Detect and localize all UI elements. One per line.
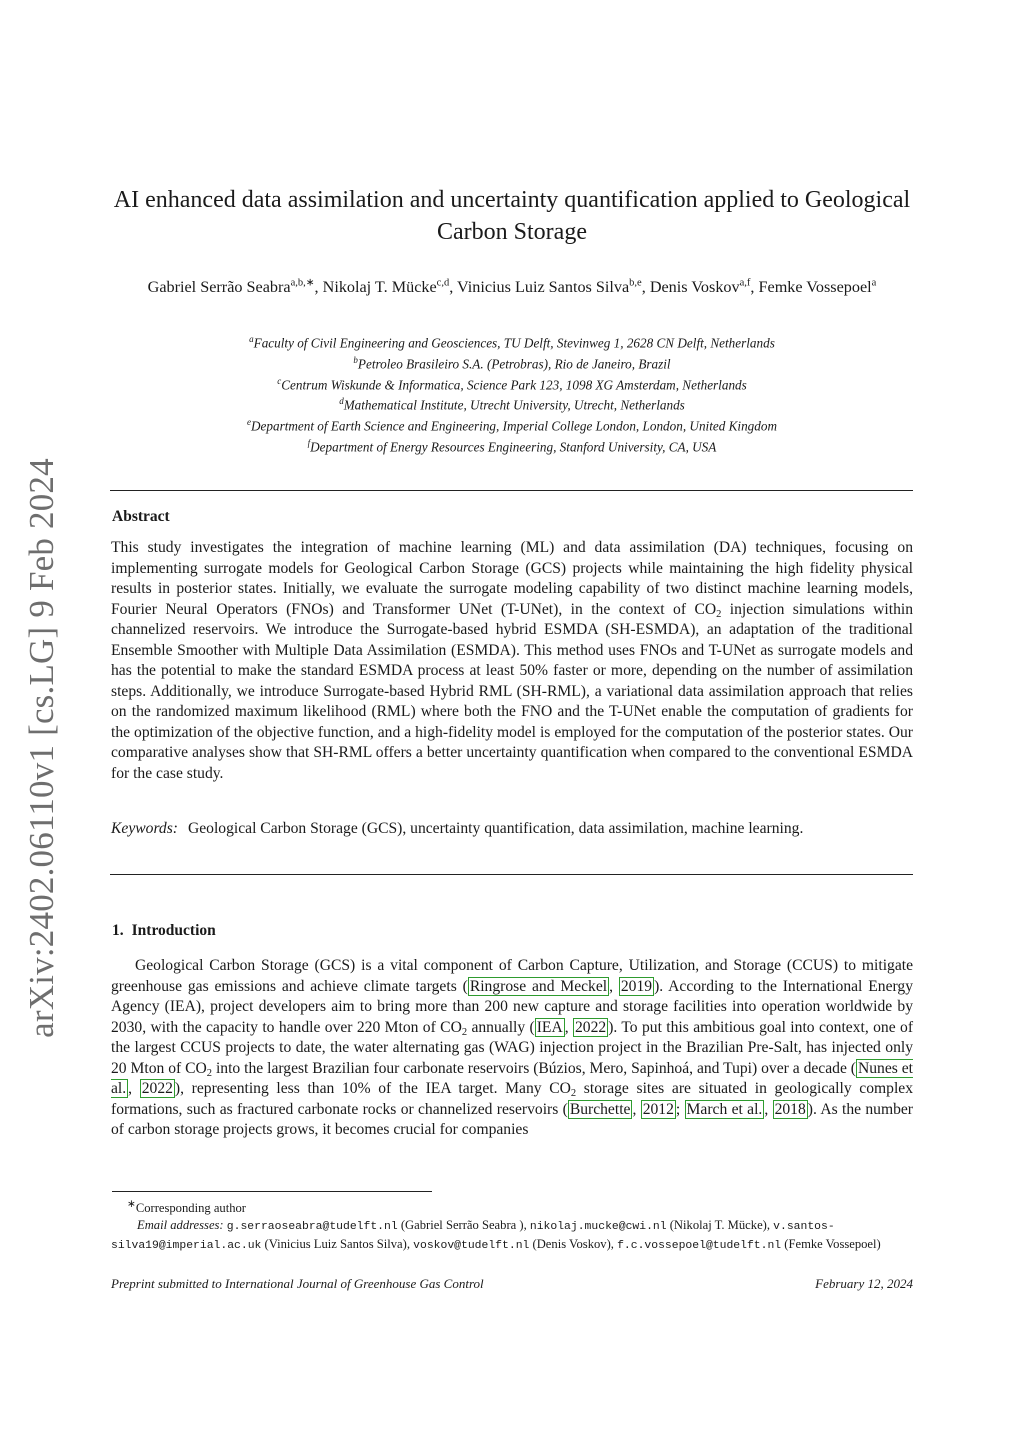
citation-link[interactable]: Nunes et al. <box>111 1059 914 1097</box>
citation-link[interactable]: Burchette <box>569 1100 631 1118</box>
citation-link[interactable]: March et al. <box>686 1100 763 1118</box>
author: Gabriel Serrão Seabra$^{a,b,∗}$, <box>147 278 323 297</box>
abstract-body: This study investigates the integration of machine learning (ML) and data assimilation (DA) techniques, focusing on implementing surrogate models for Geological Carbon Storage (GCS) projects while maintaining the high fidelity physical results in posterior states. Initially, we evaluate the surrogate modeling capability of two distinct machine learning models, Fourier Neural Operators (FNOs) and Transformer UNet (T-UNet), in the context of $CO_2$ injection simulations within channelized reservoirs. We introduce the Surrogate-based hybrid ESMDA (SH-ESMDA), an adaptation of the traditional Ensemble Smoother with Multiple Data Assimilation (ESMDA). This method uses FNOs and T-UNet as surrogate models and has the potential to make the standard ESMDA process at least 50% faster or more, depending on the number of assimilation steps. Additionally, we introduce Surrogate-based Hybrid RML (SH-RML), a variational data assimilation approach that relies on the randomized maximum likelihood (RML) where both the FNO and the T-UNet enable the computation of gradients for the optimization of the objective function, and a high-fidelity model is employed for the computation of the posterior states. Our comparative analyses show that SH-RML offers a better uncertainty quantification when compared to the conventional ESMDA for the case study. <box>111 539 913 782</box>
footnote-rule <box>112 1191 432 1192</box>
paper-title: AI enhanced data assimilation and uncertainty quantification applied to Geological Carbon Storage <box>113 187 911 245</box>
citation-link[interactable]: 2022 <box>575 1018 607 1036</box>
affiliation: $^e$Department of Earth Science and Engineering, Imperial College London, London, United Kingdom <box>247 417 777 434</box>
email-link[interactable]: nikolaj.mucke@cwi.nl <box>529 1221 667 1234</box>
journal-note: Preprint submitted to International Journal of Greenhouse Gas Control <box>111 1276 484 1291</box>
page-footer <box>111 1276 913 1292</box>
citation-link[interactable]: 2012 <box>642 1100 674 1118</box>
arxiv-identifier-text: arXiv:2402.06110v1 [cs.LG] 9 Feb 2024 <box>22 458 62 1038</box>
corresponding-author-note: ∗Corresponding author <box>127 1199 246 1216</box>
author: Denis Voskov$^{a,f}$, <box>649 278 759 297</box>
abstract-heading: Abstract <box>112 508 170 525</box>
footnote <box>111 1196 913 1255</box>
author-list <box>112 273 912 298</box>
citation-link[interactable]: 2022 <box>141 1080 173 1097</box>
email-link[interactable]: voskov@tudelft.nl <box>413 1240 530 1253</box>
citation-link[interactable]: Ringrose and Meckel <box>469 977 608 995</box>
email-link[interactable]: g.serraoseabra@tudelft.nl <box>226 1221 398 1234</box>
affiliation: $^a$Faculty of Civil Engineering and Geosciences, TU Delft, Stevinweg 1, 2628 CN Delft, Netherlands <box>249 334 775 351</box>
affiliation: $^b$Petroleo Brasileiro S.A. (Petrobras), Rio de Janeiro, Brazil <box>353 354 671 372</box>
keywords <box>111 819 913 840</box>
email-link[interactable]: v.santos-silva19@imperial.ac.uk <box>111 1221 835 1253</box>
affiliation: $^f$Department of Energy Resources Engineering, Stanford University, CA, USA <box>307 437 717 455</box>
author: Nikolaj T. Mücke$^{c,d}$, <box>322 278 458 297</box>
citation-link[interactable]: 2018 <box>774 1100 806 1118</box>
affiliation: $^c$Centrum Wiskunde & Informatica, Science Park 123, 1098 XG Amsterdam, Netherlands <box>277 375 747 392</box>
affiliation: $^d$Mathematical Institute, Utrecht University, Utrecht, Netherlands <box>339 396 685 413</box>
citation-link[interactable]: 2019 <box>620 977 653 995</box>
keywords-label: Keywords: <box>111 820 178 837</box>
email-addresses: Email addresses: g.serraoseabra@tudelft.nl (Gabriel Serrão Seabra ), nikolaj.mucke@cwi.nl (Nikolaj T. Mücke), v.santos-silva19@imperial.ac.uk (Vinicius Luiz Santos Silva), voskov@tudelft.nl (Denis Voskov), f.c.vossepoel@tudelft.nl (Femke Vossepoel) <box>111 1218 881 1253</box>
introduction-paragraph: Geological Carbon Storage (GCS) is a vital component of Carbon Capture, Utilization, and Storage (CCUS) to mitigate greenhouse gas emissions and achieve climate targets ( Ringrose and Meckel , 2019 ). According to the International Energy Agency (IEA), project developers aim to bring more than 200 new capture and storage facilities into operation worldwide by 2030, with the capacity to handle over 220 Mton of $CO_2$ annually ( IEA , 2022 ). To put this ambitious goal into context, one of the largest CCUS projects to date, the water alternating gas (WAG) injection project in the Brazilian Pre-Salt, has injected only 20 Mton of $CO_2$ into the largest Brazilian four carbonate reservoirs (Búzios, Mero, Sapinhoá, and Tupi) over a decade ( Nunes et al. , 2022 ), representing less than 10% of the IEA target. Many $CO_2$ storage sites are situated in geologically complex formations, such as fractured carbonate rocks or channelized reservoirs ( Burchette , 2012 ; March et al. , 2018 ). As the number of carbon storage projects grows, it becomes crucial for companies <box>111 957 914 1138</box>
arxiv-identifier-stamp <box>18 458 66 1038</box>
author: Vinicius Luiz Santos Silva$^{b,e}$, <box>457 278 650 297</box>
abstract-top-rule <box>110 490 913 491</box>
section-heading-introduction: 1. Introduction <box>112 922 216 939</box>
email-link[interactable]: f.c.vossepoel@tudelft.nl <box>617 1240 782 1253</box>
submission-date: February 12, 2024 <box>815 1276 913 1291</box>
citation-link[interactable]: IEA <box>536 1018 563 1036</box>
affiliation-list <box>112 331 912 456</box>
abstract-bottom-rule <box>110 874 913 875</box>
author: Femke Vossepoel$^a$ <box>758 278 877 297</box>
keywords-text: Geological Carbon Storage (GCS), uncertainty quantification, data assimilation, machine learning. <box>188 820 804 837</box>
